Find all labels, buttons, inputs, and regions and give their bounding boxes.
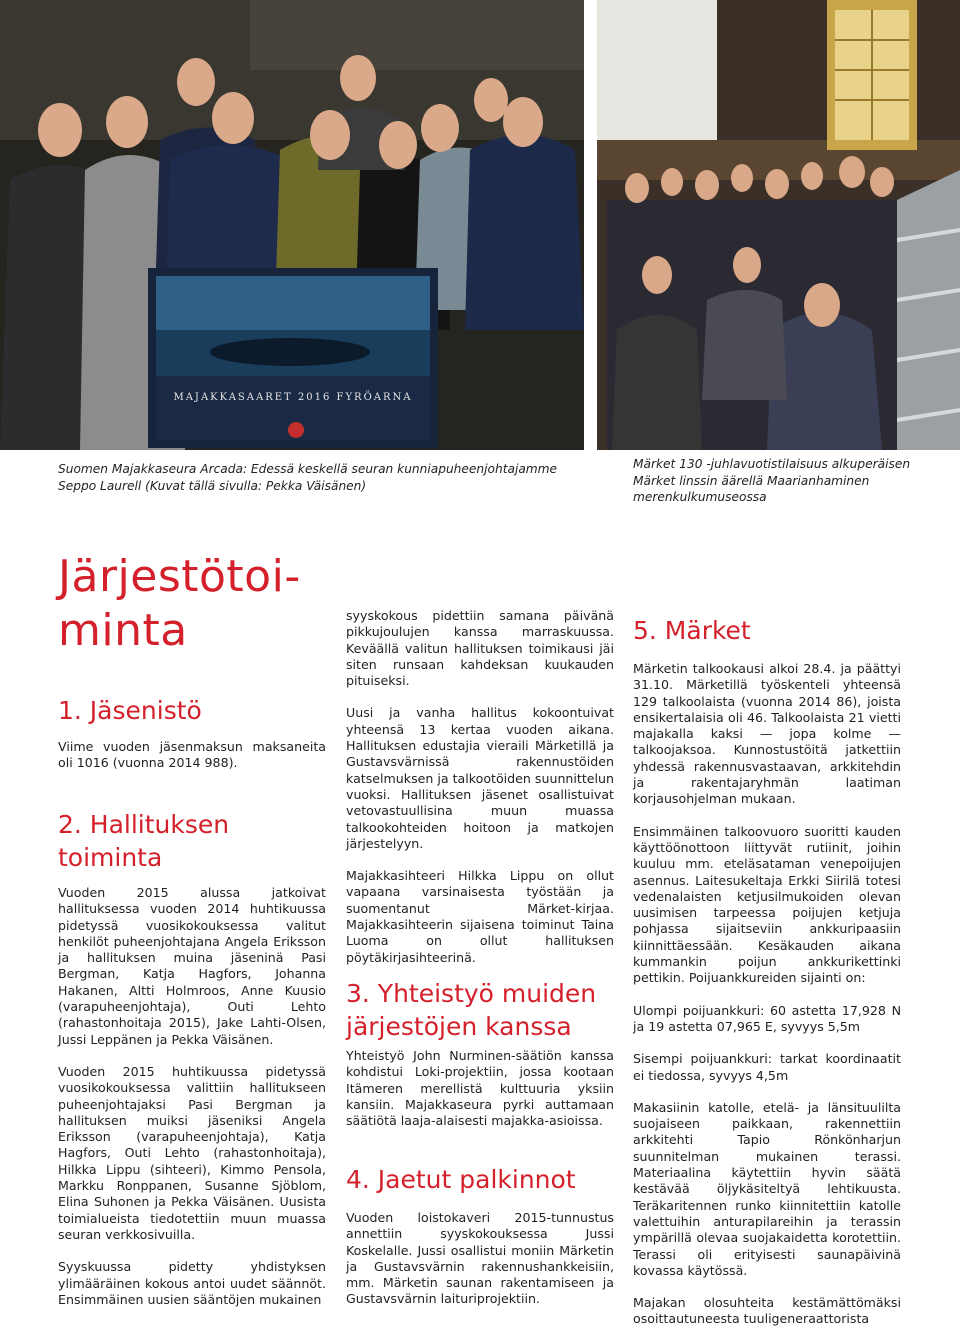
market-paragraph-6: Majakan olosuhteita kestämättömäksi osoittautuneesta tuuligeneraattorista — [633, 1295, 901, 1327]
col2-paragraph-1: syyskokous pidettiin samana päivänä pikkujoulujen kanssa marraskuussa. Keväällä valitun hallituksen toimikausi jäi siten runsaan kahdeksan kuukauden pituiseksi. — [346, 608, 614, 689]
market-paragraph-4: Sisempi poijuankkuri: tarkat koordinaatit ei tiedossa, syvyys 4,5m — [633, 1051, 901, 1083]
market-paragraph-5: Makasiinin katolle, etelä- ja länsituulilta suojaiseen paikkaan, rakennettiin arkkitehti Tapio Rönkönharjun suunnitelman mukainen terassi. Materiaalina käytettiin hyvin säätä kestävää öljykäsiteltyä lehtikuusta. Teräkaritennen runko kiinnitettiin katolle valettuihin anturapilareihin ja terassin ympärillä olevaa suojakaidetta korotettiin. Terassi oli erityisesti saunapäivinä kovassa käytössä. — [633, 1099, 901, 1278]
hallitus-paragraph-3: Syyskuussa pidetty yhdistyksen ylimääräinen kokous antoi uudet säännöt. Ensimmäinen uusien sääntöjen mukainen — [58, 1259, 326, 1307]
page-title — [58, 550, 338, 658]
poster-title: MAJAKKASAARET 2016 FYRÖARNA — [173, 392, 413, 403]
col2-paragraph-2: Uusi ja vanha hallitus kokoontuivat yhteensä 13 kertaa vuoden aikana. Hallituksen edustajia vieraili Märketillä ja Gustavsvärnissä rakennustöiden katselmuksen ja talkootöiden suunnittelun vuoksi. Hallituksen jäsenet osallistuivat vetovastuullisina muun muassa talkookohteiden hoitoon ja matkojen järjestelyyn. — [346, 705, 614, 851]
museum-photo-illustration — [597, 0, 960, 450]
hallitus-paragraph-2: Vuoden 2015 huhtikuussa pidetyssä vuosikokouksessa valittiin hallitukseen puheenjohtajaksi Pasi Bergman ja hallituksen muiksi jäseniksi Angela Eriksson (varapuheenjohtaja), Katja Hagfors, Outi Lehto (rahastonhoitaja), Hilkka Lippu (sihteeri), Kimmo Pensola, Markku Ronppanen, Susanne Sjöblom, Elina Suhonen ja Pekka Väisänen. Uusista toimialueista tiedotettiin muun muassa seuran verkkosivuilla. — [58, 1063, 326, 1242]
column-3-body — [633, 661, 901, 1344]
poster — [148, 268, 438, 448]
page-title-line2: minta — [58, 605, 188, 656]
heading-yhteistyo-line2: järjestöjen kanssa — [346, 1012, 572, 1041]
col2-paragraph-3: Majakkasihteeri Hilkka Lippu on ollut vapaana varsinaisesta työstään ja suomentanut Märket-kirjaa. Majakkasihteerin sijaisena toiminut Taina Luoma on ollut hallituksen pöytäkirjasihteerinä. — [346, 868, 614, 965]
heading-yhteistyo-line1: 3. Yhteistyö muiden — [346, 979, 597, 1008]
heading-yhteistyo — [346, 977, 626, 1043]
page-title-line1: Järjestötoi- — [58, 551, 301, 602]
column-1-body — [58, 885, 326, 1324]
group-photo — [0, 0, 584, 450]
lighthouse-lens — [827, 0, 917, 150]
hallitus-paragraph-1: Vuoden 2015 alussa jatkoivat hallituksessa vuoden 2014 huhtikuussa pidetyssä vuosikokouksessa valitut henkilöt puheenjohtajana Angela Eriksson ja hallituksen muina jäseninä Pasi Bergman, Katja Hagfors, Johanna Hakanen, Altti Holmroos, Anne Kuusio (varapuheenjohtaja), Outi Lehto (rahastonhoitaja 2015), Jake Lahti-Olsen, Jussi Leppänen ja Pekka Väisänen. — [58, 885, 326, 1047]
market-paragraph-1: Märketin talkookausi alkoi 28.4. ja päättyi 31.10. Märketillä työskenteli yhteensä 129 talkoolaista (vuonna 2014 86), joista ensikertalaisia oli 46. Talkoolaista 21 vietti majakalla kaksi — jopa kolme — talkoojaksoa. Kunnostustöitä jatkettiin yhdessä rakennusvastaavan, arkkitehdin ja rakentajaryhmän laatiman korjausohjelman mukaan. — [633, 661, 901, 807]
group-photo-illustration — [0, 0, 584, 450]
yhteistyo-text: Yhteistyö John Nurminen-säätiön kanssa kohdistui Loki-projektiin, jossa kootaan Itämeren merellistä kulttuuria yksiin kansiin. Majakkaseura pyrki auttamaan säätiötä laaja-alaisesti majakka-asioissa. — [346, 1048, 614, 1129]
staircase — [897, 170, 960, 450]
heading-market: 5. Märket — [633, 616, 751, 645]
museum-photo — [597, 0, 960, 450]
jasenisto-text: Viime vuoden jäsenmaksun maksaneita oli 1016 (vuonna 2014 988). — [58, 739, 326, 771]
heading-hallituksen-toiminta-line1: 2. Hallituksen — [58, 810, 230, 839]
column-2-body — [346, 608, 614, 982]
heading-hallituksen-toiminta — [58, 808, 338, 874]
heading-jaetut-palkinnot: 4. Jaetut palkinnot — [346, 1165, 576, 1194]
market-paragraph-2: Ensimmäinen talkoovuoro suoritti kauden käyttöönottoon liittyvät rutiinit, joihin kuuluu mm. eteläsataman venepoijujen asennus. Laitesukeltaja Erkki Siirilä totesi vedenalaisten ketjusilmukoiden olevan uusimisen tarpeessa poijujen ketjuja pohjassa sijaitseviin ankkuripaasiin kiinnittäessään. Kesäkauden aikana kummankin poijun ankkurikettinki pettikin. Poijuankkureiden sijainti on: — [633, 823, 901, 986]
heading-jasenisto: 1. Jäsenistö — [58, 696, 202, 725]
heading-hallituksen-toiminta-line2: toiminta — [58, 843, 163, 872]
photo-caption-right: Märket 130 -juhlavuotistilaisuus alkuperäisen Märket linssin äärellä Maarianhaminen merenkulkumuseossa — [633, 457, 911, 504]
photo-caption-left: Suomen Majakkaseura Arcada: Edessä keskellä seuran kunniapuheenjohtajamme Seppo Laurell (Kuvat tällä sivulla: Pekka Väisänen) — [58, 462, 558, 493]
market-paragraph-3: Ulompi poijuankkuri: 60 astetta 17,928 N ja 19 astetta 07,965 E, syvyys 5,5m — [633, 1002, 901, 1034]
palkinnot-text: Vuoden loistokaveri 2015-tunnustus annettiin syyskokouksessa Jussi Koskelalle. Jussi osallistui moniin Märketin ja Gustavsvärnin rakennushankkeisiin, mm. Märketin saunan rakentamiseen ja Gustavsvärnin laituriprojektiin. — [346, 1210, 614, 1307]
